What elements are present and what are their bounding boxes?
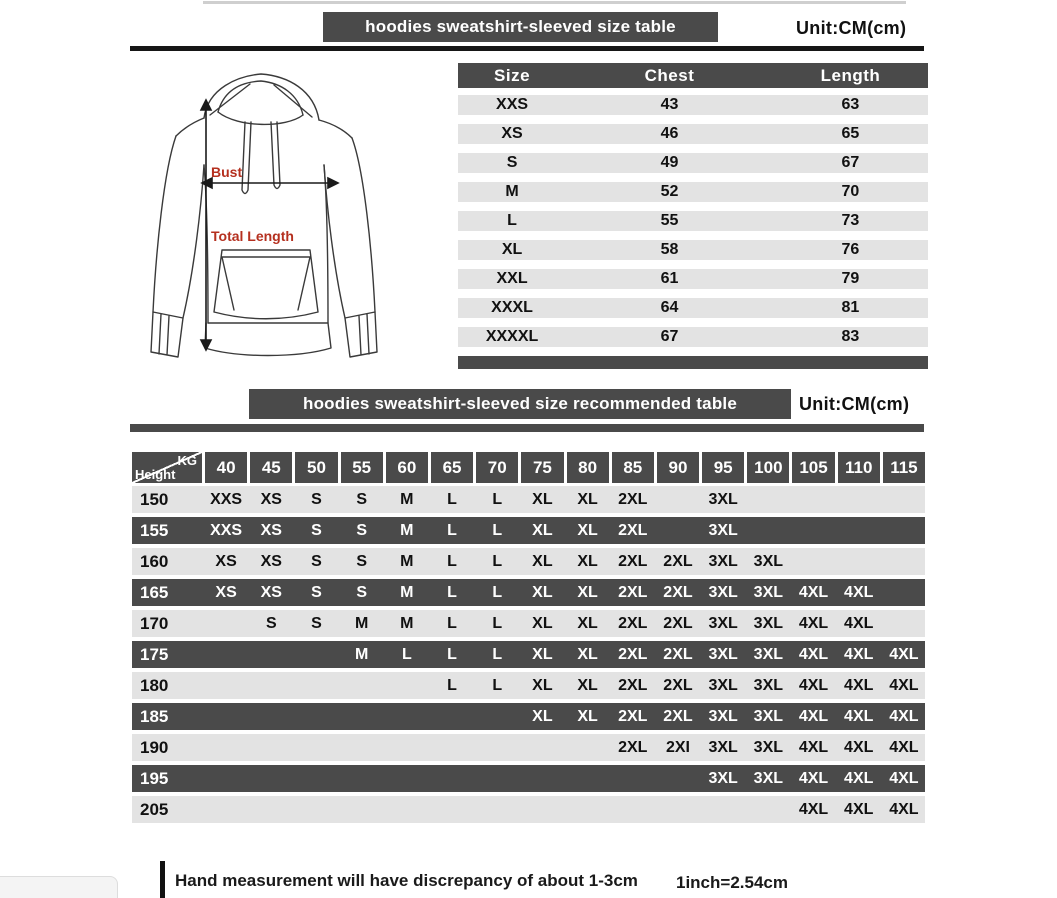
recommended-size-cell [792, 517, 834, 544]
size-row-XS [458, 124, 928, 144]
measurement-value-cell: 65 [841, 125, 860, 142]
recommended-size-cell [612, 765, 654, 792]
recommended-size-cell [295, 703, 337, 730]
height-row-190 [132, 734, 925, 761]
measurement-value-cell: 46 [660, 125, 679, 142]
section-divider-2 [130, 424, 924, 432]
weight-column-40: 40 [205, 452, 247, 483]
recommended-size-cell [702, 796, 744, 823]
recommended-size-cell [792, 486, 834, 513]
recommended-size-cell [250, 734, 292, 761]
drawstring-right [271, 122, 280, 189]
recommended-size-cell: 4XL [798, 646, 829, 663]
recommended-size-cell [386, 734, 428, 761]
measurement-value-cell: 79 [841, 270, 860, 287]
recommended-size-cell [657, 765, 699, 792]
recommended-size-cell: XL [532, 646, 553, 663]
recommended-size-cell [747, 796, 789, 823]
size-name-cell: S [506, 154, 518, 171]
sleeve-left [153, 136, 176, 312]
recommended-size-cell: 2XL [618, 615, 648, 632]
recommended-size-cell: 4XL [798, 677, 829, 694]
height-row-160 [132, 548, 925, 575]
weight-column-100: 100 [747, 452, 789, 483]
size-name-cell: M [505, 183, 519, 200]
recommended-size-cell: 3XL [708, 770, 738, 787]
inch-conversion-note: 1inch=2.54cm [676, 873, 788, 892]
recommended-size-cell [205, 734, 247, 761]
size-table-title: hoodies sweatshirt-sleeved size table [323, 12, 718, 42]
recommended-size-cell [295, 796, 337, 823]
recommended-size-cell: XL [577, 708, 598, 725]
height-label: 165 [140, 583, 169, 602]
kangaroo-pocket [214, 250, 318, 319]
total-length-label: Total Length [211, 228, 294, 244]
size-table-footer-bar [458, 356, 928, 369]
measurement-value-cell: 73 [841, 212, 860, 229]
height-label: 150 [140, 490, 169, 509]
height-label: 175 [140, 645, 169, 664]
recommended-size-cell [205, 703, 247, 730]
height-label: 155 [140, 521, 169, 540]
recommended-size-cell: 2XI [665, 739, 690, 756]
weight-column-55: 55 [341, 452, 383, 483]
recommended-size-cell: 4XL [798, 801, 829, 818]
recommended-size-cell: 4XL [889, 739, 919, 756]
recommended-size-cell: S [311, 615, 322, 632]
note-accent-bar [160, 861, 165, 898]
recommended-size-cell [431, 734, 473, 761]
recommended-size-cell: XS [260, 522, 282, 539]
measurement-value-cell: 67 [841, 154, 860, 171]
recommended-size-cell: M [354, 646, 369, 663]
recommended-size-cell: S [356, 584, 367, 601]
recommended-size-cell: 3XL [708, 522, 738, 539]
size-name-cell: XS [501, 125, 523, 142]
kg-height-corner-cell [132, 452, 202, 483]
recommended-size-cell: 4XL [889, 708, 919, 725]
recommended-size-cell [883, 579, 925, 606]
recommended-size-cell: 4XL [889, 801, 919, 818]
recommended-size-cell: S [356, 522, 367, 539]
recommended-size-cell [567, 796, 609, 823]
size-row-XXXXL [458, 327, 928, 347]
size-row-XXS [458, 95, 928, 115]
height-row-185 [132, 703, 925, 730]
recommended-size-cell: XXS [210, 522, 243, 539]
recommended-size-cell [431, 796, 473, 823]
size-table-column-length: Length [820, 66, 881, 85]
recommended-size-cell [612, 796, 654, 823]
recommended-size-cell: M [400, 584, 414, 601]
recommended-size-cell: XL [532, 677, 553, 694]
recommended-size-cell [431, 765, 473, 792]
recommended-size-cell: L [492, 677, 503, 694]
recommended-size-cell: 3XL [753, 677, 784, 694]
recommended-size-cell: 3XL [753, 770, 784, 787]
recommended-size-cell [250, 703, 292, 730]
size-row-L [458, 211, 928, 231]
recommended-size-cell: M [400, 522, 414, 539]
recommended-size-cell: L [447, 553, 457, 570]
recommended-size-cell: S [265, 615, 277, 632]
recommended-size-cell [295, 672, 337, 699]
recommended-size-cell: 3XL [753, 708, 784, 725]
recommended-size-cell: XL [577, 584, 598, 601]
weight-column-70: 70 [476, 452, 518, 483]
recommended-size-cell: XXS [210, 491, 243, 508]
recommended-size-cell: XL [532, 708, 553, 725]
recommended-size-cell: 4XL [844, 677, 874, 694]
recommended-size-cell [838, 548, 880, 575]
measurement-value-cell: 58 [660, 241, 679, 258]
size-table-column-size: Size [494, 66, 531, 85]
recommended-size-cell [747, 517, 789, 544]
recommended-size-cell: XS [260, 491, 282, 508]
recommended-size-cell: L [401, 646, 412, 663]
recommended-size-cell [476, 796, 518, 823]
size-recommendation-matrix [132, 452, 925, 827]
recommended-size-cell: XS [260, 584, 282, 601]
recommended-size-cell [341, 765, 383, 792]
recommended-size-cell [205, 641, 247, 668]
height-label: 170 [140, 614, 169, 633]
recommended-size-cell: 3XL [708, 553, 738, 570]
recommended-size-cell: 3XL [708, 708, 738, 725]
recommended-size-cell [476, 765, 518, 792]
recommended-size-cell [476, 734, 518, 761]
recommended-size-cell: 2XL [663, 708, 693, 725]
recommended-size-cell: L [492, 491, 503, 508]
recommended-size-cell: 4XL [889, 646, 919, 663]
recommended-size-cell: XL [577, 677, 598, 694]
weight-column-90: 90 [657, 452, 699, 483]
height-row-150 [132, 486, 925, 513]
weight-column-95: 95 [702, 452, 744, 483]
measurement-value-cell: 55 [660, 212, 679, 229]
measurement-value-cell: 43 [660, 96, 679, 113]
recommended-size-cell [386, 796, 428, 823]
sleeve-right [352, 138, 375, 312]
recommended-size-cell [205, 796, 247, 823]
measurement-value-cell: 83 [841, 328, 860, 345]
measurement-value-cell: 61 [660, 270, 679, 287]
weight-column-45: 45 [250, 452, 292, 483]
recommended-size-cell: 4XL [889, 770, 919, 787]
height-row-180 [132, 672, 925, 699]
recommended-size-cell [205, 765, 247, 792]
size-table-column-chest: Chest [644, 66, 695, 85]
recommended-size-cell [250, 641, 292, 668]
recommended-size-cell: S [311, 553, 322, 570]
recommended-size-cell [295, 641, 337, 668]
recommended-size-cell [386, 672, 428, 699]
weight-column-75: 75 [521, 452, 563, 483]
size-row-XL [458, 240, 928, 260]
recommended-size-cell: M [400, 615, 414, 632]
recommended-size-cell [341, 672, 383, 699]
recommended-size-cell [838, 486, 880, 513]
recommended-size-cell: L [492, 615, 503, 632]
recommended-size-cell: 4XL [798, 739, 829, 756]
height-row-165 [132, 579, 925, 606]
recommended-size-cell: XS [260, 553, 282, 570]
recommended-size-cell [567, 765, 609, 792]
recommended-size-cell [250, 672, 292, 699]
recommended-size-cell: 4XL [798, 770, 829, 787]
recommended-size-cell: 3XL [708, 646, 738, 663]
recommended-size-cell: S [311, 584, 322, 601]
recommended-size-cell: M [354, 615, 369, 632]
matrix-header-row [132, 452, 925, 483]
weight-column-80: 80 [567, 452, 609, 483]
recommended-size-cell: S [311, 522, 322, 539]
height-label: 190 [140, 738, 169, 757]
recommended-size-cell: 4XL [798, 615, 829, 632]
height-row-155 [132, 517, 925, 544]
unit-label-1: Unit:CM(cm) [796, 18, 907, 38]
measurement-value-cell: 63 [841, 96, 860, 113]
recommended-size-cell: 2XL [663, 553, 693, 570]
weight-column-60: 60 [386, 452, 428, 483]
recommended-size-cell: 2XL [618, 553, 648, 570]
partial-overlay-box [0, 876, 118, 898]
size-row-XXXL [458, 298, 928, 318]
hem-band [205, 323, 331, 356]
weight-column-110: 110 [838, 452, 880, 483]
recommended-size-cell: XL [532, 584, 553, 601]
recommended-size-cell: 2XL [663, 677, 693, 694]
recommended-size-cell: XL [532, 553, 553, 570]
recommended-size-cell [205, 610, 247, 637]
recommended-size-cell: S [356, 491, 367, 508]
recommended-size-cell [295, 765, 337, 792]
recommended-size-cell: 2XL [618, 677, 648, 694]
hoodie-diagram [138, 60, 453, 370]
recommended-size-cell: 2XL [618, 522, 648, 539]
recommended-size-cell: XL [577, 491, 598, 508]
measurement-value-cell: 64 [660, 299, 679, 316]
height-label: 160 [140, 552, 169, 571]
bust-label: Bust [211, 164, 243, 180]
recommended-size-cell [838, 517, 880, 544]
recommended-size-cell: 2XL [663, 646, 693, 663]
recommended-size-cell: 4XL [798, 584, 829, 601]
height-label: 205 [140, 800, 169, 819]
height-row-195 [132, 765, 925, 792]
height-row-175 [132, 641, 925, 668]
recommended-size-cell [657, 486, 699, 513]
recommended-size-cell: 2XL [618, 491, 648, 508]
recommended-size-cell: 4XL [844, 801, 874, 818]
measurement-value-cell: 67 [660, 328, 679, 345]
recommended-size-cell: L [447, 491, 457, 508]
recommended-size-cell: XL [532, 615, 553, 632]
height-label: 180 [140, 676, 169, 695]
recommended-size-cell: 2XL [618, 584, 648, 601]
recommended-size-cell [883, 610, 925, 637]
size-row-M [458, 182, 928, 202]
recommended-size-cell: XS [215, 584, 237, 601]
recommended-size-cell: L [447, 646, 457, 663]
height-label: 195 [140, 769, 169, 788]
recommended-size-cell: 3XL [708, 491, 738, 508]
recommended-size-cell: XL [577, 646, 598, 663]
recommended-size-cell [521, 765, 563, 792]
recommended-size-cell: 3XL [708, 677, 738, 694]
size-row-XXL [458, 269, 928, 289]
recommended-size-cell [386, 765, 428, 792]
matrix-body [132, 486, 925, 823]
recommended-size-cell: XL [532, 491, 553, 508]
recommended-size-cell [657, 517, 699, 544]
size-name-cell: XXXXL [485, 328, 539, 345]
recommended-size-cell: 3XL [753, 615, 784, 632]
recommended-size-cell [883, 517, 925, 544]
recommended-size-cell [205, 672, 247, 699]
recommended-size-cell: 2XL [618, 646, 648, 663]
section-divider-1 [130, 46, 924, 51]
size-name-cell: XXS [496, 96, 529, 113]
recommended-size-cell: 2XL [618, 739, 648, 756]
recommended-size-cell [883, 548, 925, 575]
recommended-size-cell: 4XL [844, 646, 874, 663]
measurement-note: Hand measurement will have discrepancy of about 1-3cm [175, 871, 638, 890]
recommended-size-cell: 3XL [753, 553, 784, 570]
size-name-cell: XXXL [491, 299, 533, 316]
recommended-size-cell: 4XL [844, 770, 874, 787]
recommended-size-cell [341, 703, 383, 730]
measurement-value-cell: 81 [841, 299, 860, 316]
recommended-size-cell: L [492, 584, 503, 601]
recommended-size-cell [792, 548, 834, 575]
height-row-205 [132, 796, 925, 823]
recommended-size-cell: 4XL [844, 739, 874, 756]
recommended-size-cell: L [447, 677, 457, 694]
weight-column-50: 50 [295, 452, 337, 483]
recommended-size-cell: L [447, 615, 457, 632]
recommended-size-cell [341, 734, 383, 761]
unit-label-2: Unit:CM(cm) [799, 394, 910, 414]
recommended-size-cell [476, 703, 518, 730]
recommended-size-cell: 3XL [753, 739, 784, 756]
recommended-size-cell: 4XL [844, 708, 874, 725]
weight-column-65: 65 [431, 452, 473, 483]
recommended-size-cell [883, 486, 925, 513]
size-table-body [458, 95, 928, 347]
recommended-size-cell: 3XL [708, 739, 738, 756]
corner-height-label: Height [135, 467, 176, 482]
size-name-cell: XXL [496, 270, 528, 287]
weight-column-85: 85 [612, 452, 654, 483]
recommended-size-cell: 3XL [708, 584, 738, 601]
recommended-size-cell: 2XL [663, 615, 693, 632]
recommended-size-cell [657, 796, 699, 823]
height-row-170 [132, 610, 925, 637]
recommended-size-cell: 4XL [889, 677, 919, 694]
recommended-size-cell: 4XL [844, 584, 874, 601]
recommended-size-cell: 3XL [708, 615, 738, 632]
recommended-size-cell: M [400, 491, 414, 508]
recommended-table-title: hoodies sweatshirt-sleeved size recommended table [249, 389, 791, 419]
recommended-size-cell: 2XL [663, 584, 693, 601]
recommended-size-cell: L [447, 522, 457, 539]
recommended-size-cell: 4XL [844, 615, 874, 632]
corner-kg-label: KG [177, 453, 197, 468]
measurement-value-cell: 76 [841, 241, 860, 258]
recommended-size-cell: XL [577, 522, 598, 539]
recommended-size-cell: L [492, 522, 503, 539]
weight-column-115: 115 [883, 452, 925, 483]
measurement-value-cell: 52 [660, 183, 679, 200]
size-name-cell: XL [501, 241, 523, 258]
recommended-size-cell: XL [577, 553, 598, 570]
recommended-size-cell [567, 734, 609, 761]
recommended-size-cell [295, 734, 337, 761]
recommended-size-cell: 3XL [753, 584, 784, 601]
size-name-cell: L [507, 212, 517, 229]
size-table-header-row [458, 63, 928, 88]
top-hairline [203, 1, 906, 4]
recommended-size-cell: 4XL [798, 708, 829, 725]
recommended-size-cell: S [311, 491, 322, 508]
measurement-value-cell: 49 [660, 154, 679, 171]
recommended-size-cell [747, 486, 789, 513]
recommended-size-cell [521, 734, 563, 761]
recommended-size-cell [521, 796, 563, 823]
height-label: 185 [140, 707, 169, 726]
recommended-size-cell [341, 796, 383, 823]
recommended-size-cell: 3XL [753, 646, 784, 663]
size-row-S [458, 153, 928, 173]
recommended-size-cell [250, 765, 292, 792]
recommended-size-cell: M [400, 553, 414, 570]
recommended-size-cell: L [492, 553, 503, 570]
recommended-size-cell: XL [577, 615, 598, 632]
recommended-size-cell: S [356, 553, 367, 570]
recommended-size-cell [250, 796, 292, 823]
recommended-size-cell: XS [215, 553, 237, 570]
recommended-size-cell: L [492, 646, 503, 663]
weight-column-105: 105 [792, 452, 834, 483]
recommended-size-cell [431, 703, 473, 730]
recommended-size-cell: XL [532, 522, 553, 539]
recommended-size-cell: 2XL [618, 708, 648, 725]
size-measurements-table [458, 63, 928, 369]
recommended-size-cell [386, 703, 428, 730]
recommended-size-cell: L [447, 584, 457, 601]
measurement-value-cell: 70 [841, 183, 860, 200]
